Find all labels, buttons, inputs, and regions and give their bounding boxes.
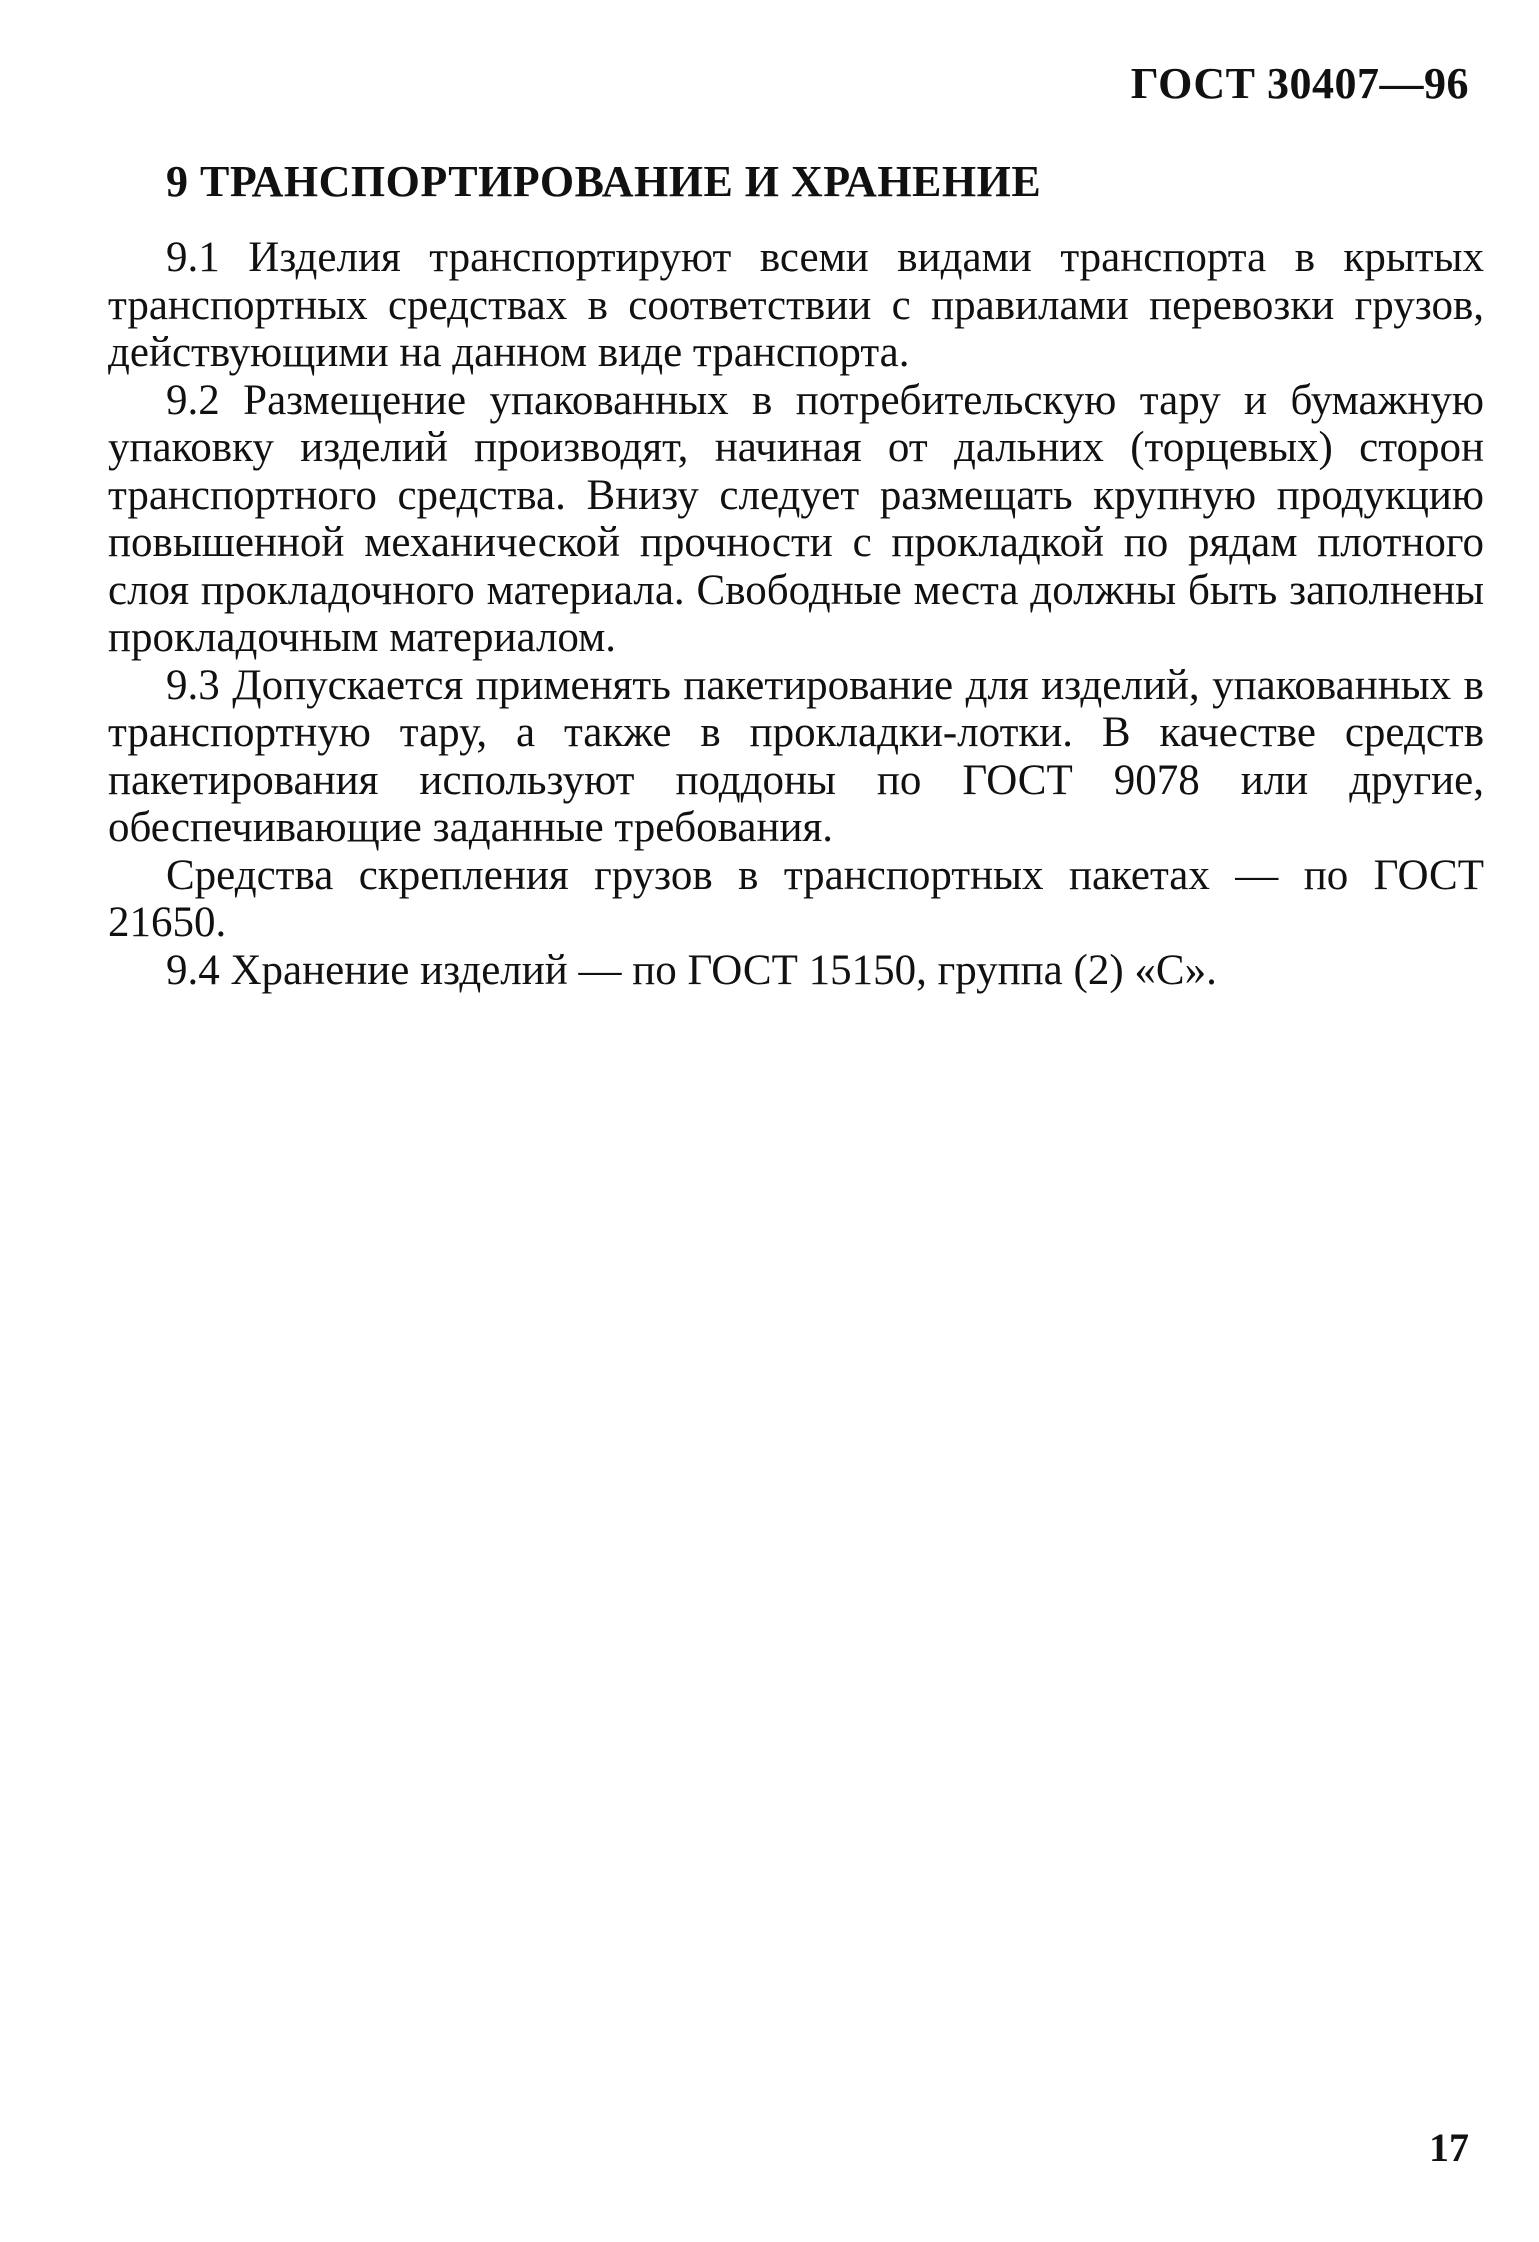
paragraph-fastening: Средства скрепления грузов в транспортных пакетах — по ГОСТ 21650. [108,851,1484,946]
paragraph-9-4: 9.4 Хранение изделий — по ГОСТ 15150, группа (2) «С». [166,946,1217,994]
paragraph-9-3: 9.3 Допускается применять пакетирование для изделий, упакованных в транспортную тару, а также в прокладки-лотки. В качестве средств пакетирования используют поддоны по ГОСТ 9078 или другие, обеспечивающие заданные требования. [108,661,1484,851]
page-number: 17 [1429,2125,1469,2170]
paragraph-9-2: 9.2 Размещение упакованных в потребительскую тару и бумажную упаковку изделий производят, начиная от дальних (торцевых) сторон транспортного средства. Внизу следует размещать крупную продукцию повышенной механической прочности с прокладкой по рядам плотного слоя прокладочного материала. Свободные места должны быть заполнены прокладочным материалом. [108,376,1484,661]
section-body [108,234,1484,994]
section-title: 9 ТРАНСПОРТИРОВАНИЕ И ХРАНЕНИЕ [166,157,1042,206]
paragraph-9-1: 9.1 Изделия транспортируют всеми видами транспорта в крытых транспортных средствах в соответствии с правилами перевозки грузов, действующими на данном виде транспорта. [108,234,1484,376]
standard-header: ГОСТ 30407—96 [1130,59,1469,108]
